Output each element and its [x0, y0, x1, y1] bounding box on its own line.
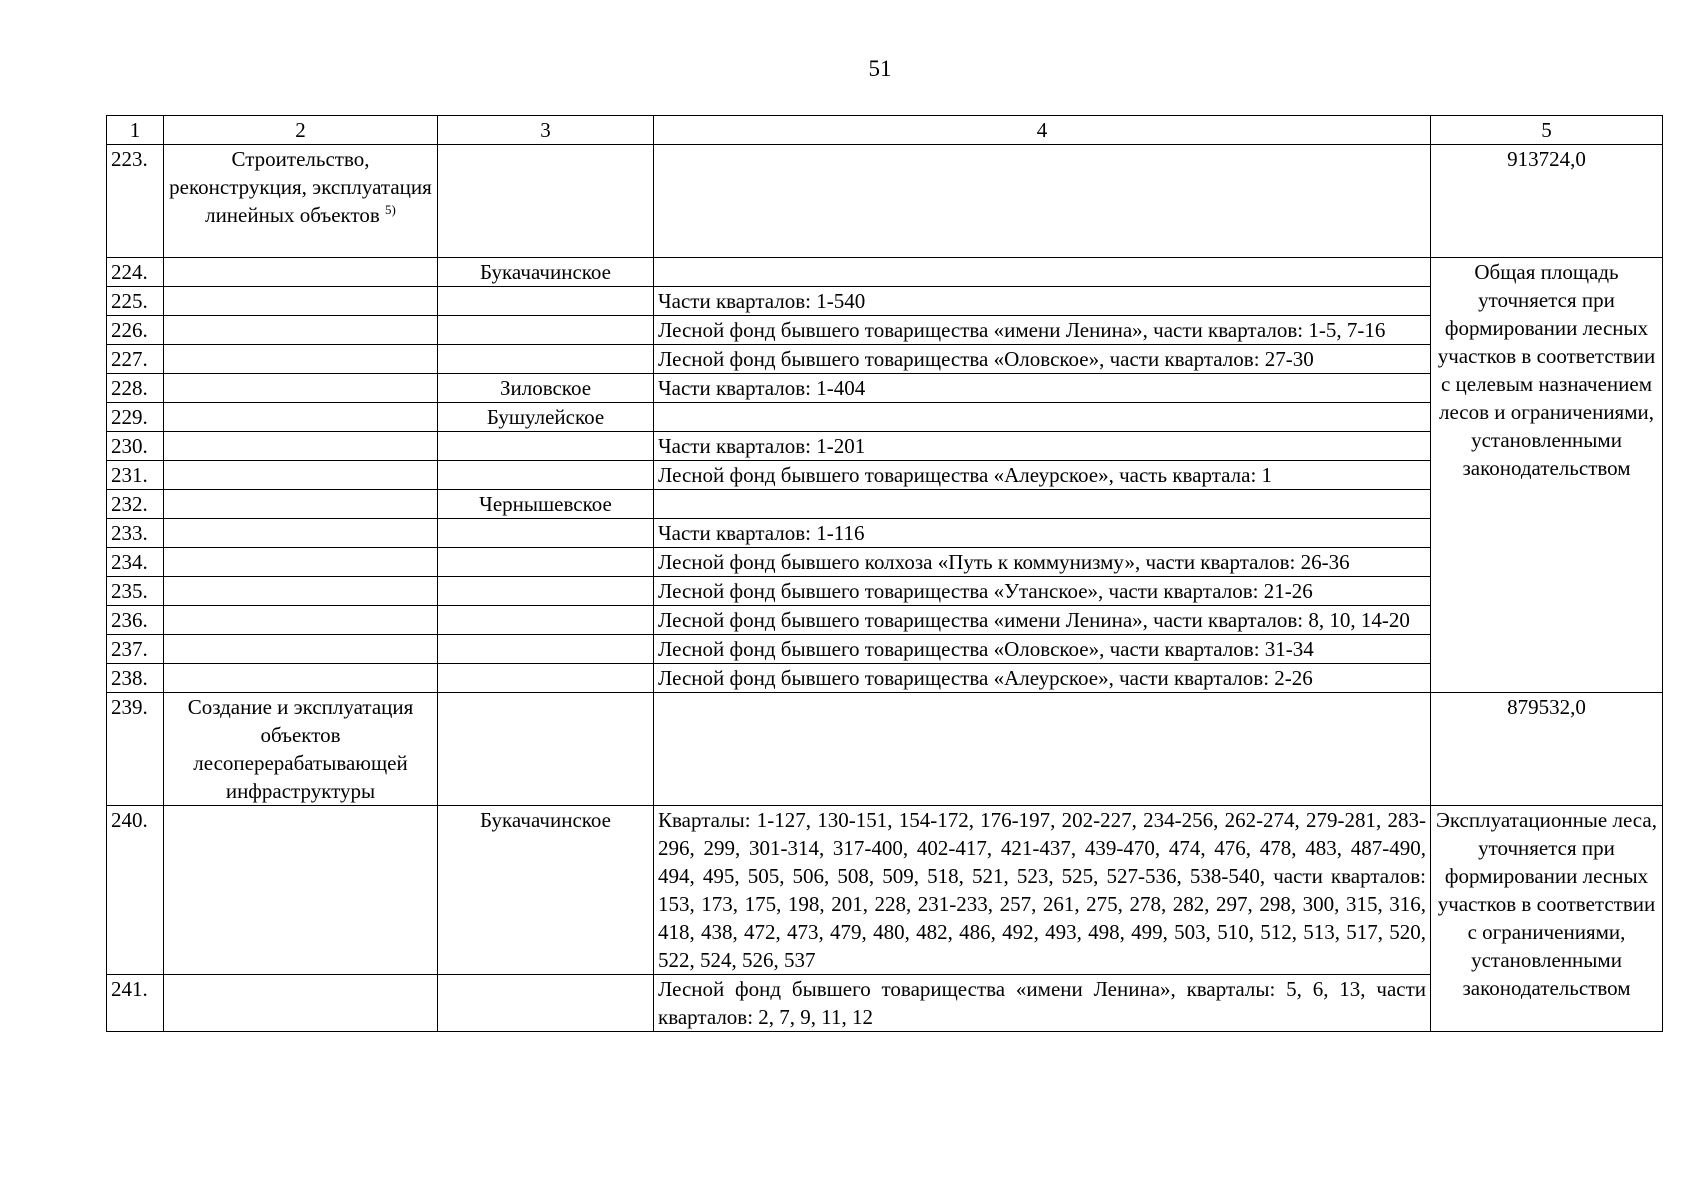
- use-type-cell: [164, 548, 438, 577]
- quarters-cell: Лесной фонд бывшего колхоза «Путь к коммунизму», части кварталов: 26-36: [654, 548, 1431, 577]
- row-number: 224.: [107, 258, 164, 287]
- use-type-cell: [164, 287, 438, 316]
- use-type-cell: [164, 461, 438, 490]
- column-header: 3: [438, 116, 654, 145]
- quarters-cell: [654, 693, 1431, 806]
- forestry-cell: [438, 664, 654, 693]
- quarters-cell: [654, 258, 1431, 287]
- forestry-cell: [438, 461, 654, 490]
- forestry-cell: [438, 577, 654, 606]
- forestry-cell: [438, 548, 654, 577]
- forestry-cell: Зиловское: [438, 374, 654, 403]
- use-type-cell: [164, 975, 438, 1032]
- use-type-cell: [164, 490, 438, 519]
- quarters-cell: Лесной фонд бывшего товарищества «Оловское», части кварталов: 31-34: [654, 635, 1431, 664]
- table-row: [107, 664, 1663, 693]
- row-number: 241.: [107, 975, 164, 1032]
- table-row: [107, 145, 1663, 258]
- forest-use-table: [106, 115, 1663, 1032]
- quarters-cell: Лесной фонд бывшего товарищества «Утанское», части кварталов: 21-26: [654, 577, 1431, 606]
- use-type-cell: Создание и эксплуатация объектов лесоперерабатывающей инфраструктуры: [164, 693, 438, 806]
- table-row: [107, 577, 1663, 606]
- row-number: 240.: [107, 806, 164, 975]
- quarters-cell: [654, 490, 1431, 519]
- column-header: 2: [164, 116, 438, 145]
- forestry-cell: [438, 145, 654, 258]
- row-number: 238.: [107, 664, 164, 693]
- row-number: 228.: [107, 374, 164, 403]
- quarters-cell: Кварталы: 1-127, 130-151, 154-172, 176-197, 202-227, 234-256, 262-274, 279-281, 283-296, 299, 301-314, 317-400, 402-417, 421-437, 439-470, 474, 476, 478, 483, 487-490, 494, 495, 505, 506, 508, 509, 518, 521, 523, 525, 527-536, 538-540, части кварталов: 153, 173, 175, 198, 201, 228, 231-233, 257, 261, 275, 278, 282, 297, 298, 300, 315, 316, 418, 438, 472, 473, 479, 480, 482, 486, 492, 493, 498, 499, 503, 510, 512, 513, 517, 520, 522, 524, 526, 537: [654, 806, 1431, 975]
- use-type-cell: [164, 606, 438, 635]
- table-row: [107, 693, 1663, 806]
- table-row: [107, 374, 1663, 403]
- table-row: [107, 432, 1663, 461]
- forestry-cell: [438, 519, 654, 548]
- forestry-cell: [438, 432, 654, 461]
- use-type-cell: [164, 374, 438, 403]
- table-row: [107, 258, 1663, 287]
- quarters-cell: Части кварталов: 1-540: [654, 287, 1431, 316]
- quarters-cell: Лесной фонд бывшего товарищества «Оловское», части кварталов: 27-30: [654, 345, 1431, 374]
- quarters-cell: [654, 403, 1431, 432]
- row-number: 239.: [107, 693, 164, 806]
- forestry-cell: [438, 345, 654, 374]
- row-number: 226.: [107, 316, 164, 345]
- table-row: [107, 975, 1663, 1032]
- table-row: [107, 490, 1663, 519]
- row-number: 232.: [107, 490, 164, 519]
- row-number: 231.: [107, 461, 164, 490]
- table-row: [107, 635, 1663, 664]
- area-cell: 879532,0: [1431, 693, 1663, 806]
- row-number: 230.: [107, 432, 164, 461]
- use-type-cell: [164, 635, 438, 664]
- use-type-cell: [164, 316, 438, 345]
- forestry-cell: Букачачинское: [438, 806, 654, 975]
- area-cell: 913724,0: [1431, 145, 1663, 258]
- area-note-cell: Эксплуатационные леса, уточняется при формировании лесных участков в соответствии с ограничениями, установленными законодательством: [1431, 806, 1663, 1032]
- forestry-cell: [438, 975, 654, 1032]
- table-row: [107, 345, 1663, 374]
- quarters-cell: Части кварталов: 1-201: [654, 432, 1431, 461]
- use-type-text: Строительство, реконструкция, эксплуатация линейных объектов: [169, 147, 432, 227]
- table-row: [107, 606, 1663, 635]
- forestry-cell: [438, 287, 654, 316]
- use-type-cell: [164, 403, 438, 432]
- table-row: [107, 287, 1663, 316]
- quarters-cell: Лесной фонд бывшего товарищества «Алеурское», часть квартала: 1: [654, 461, 1431, 490]
- row-number: 229.: [107, 403, 164, 432]
- forestry-cell: Букачачинское: [438, 258, 654, 287]
- table-row: [107, 519, 1663, 548]
- column-header: 4: [654, 116, 1431, 145]
- forestry-cell: [438, 316, 654, 345]
- row-number: 233.: [107, 519, 164, 548]
- quarters-cell: Лесной фонд бывшего товарищества «имени Ленина», части кварталов: 8, 10, 14-20: [654, 606, 1431, 635]
- area-note-cell: Общая площадь уточняется при формировании лесных участков в соответствии с целевым назначением лесов и ограничениями, установленными законодательством: [1431, 258, 1663, 693]
- column-header: 1: [107, 116, 164, 145]
- table-row: [107, 316, 1663, 345]
- row-number: 227.: [107, 345, 164, 374]
- column-header: 5: [1431, 116, 1663, 145]
- use-type-cell: [164, 145, 438, 258]
- table-row: [107, 461, 1663, 490]
- quarters-cell: Лесной фонд бывшего товарищества «имени Ленина», части кварталов: 1-5, 7-16: [654, 316, 1431, 345]
- page-number: 51: [868, 56, 892, 81]
- forestry-cell: Бушулейское: [438, 403, 654, 432]
- row-number: 234.: [107, 548, 164, 577]
- forestry-cell: Чернышевское: [438, 490, 654, 519]
- use-type-cell: [164, 345, 438, 374]
- table-row: [107, 548, 1663, 577]
- table-row: [107, 806, 1663, 975]
- use-type-cell: [164, 664, 438, 693]
- forestry-cell: [438, 606, 654, 635]
- quarters-cell: Части кварталов: 1-404: [654, 374, 1431, 403]
- use-type-cell: [164, 577, 438, 606]
- forestry-cell: [438, 693, 654, 806]
- quarters-cell: [654, 145, 1431, 258]
- row-number: 235.: [107, 577, 164, 606]
- footnote-mark: 5): [385, 202, 396, 217]
- quarters-cell: Лесной фонд бывшего товарищества «имени Ленина», кварталы: 5, 6, 13, части кварталов: 2, 7, 9, 11, 12: [654, 975, 1431, 1032]
- use-type-cell: [164, 258, 438, 287]
- forestry-cell: [438, 635, 654, 664]
- use-type-cell: [164, 432, 438, 461]
- use-type-cell: [164, 806, 438, 975]
- row-number: 225.: [107, 287, 164, 316]
- row-number: 223.: [107, 145, 164, 258]
- row-number: 237.: [107, 635, 164, 664]
- row-number: 236.: [107, 606, 164, 635]
- table-row: [107, 403, 1663, 432]
- use-type-cell: [164, 519, 438, 548]
- header-row: [107, 116, 1663, 145]
- quarters-cell: Части кварталов: 1-116: [654, 519, 1431, 548]
- quarters-cell: Лесной фонд бывшего товарищества «Алеурское», части кварталов: 2-26: [654, 664, 1431, 693]
